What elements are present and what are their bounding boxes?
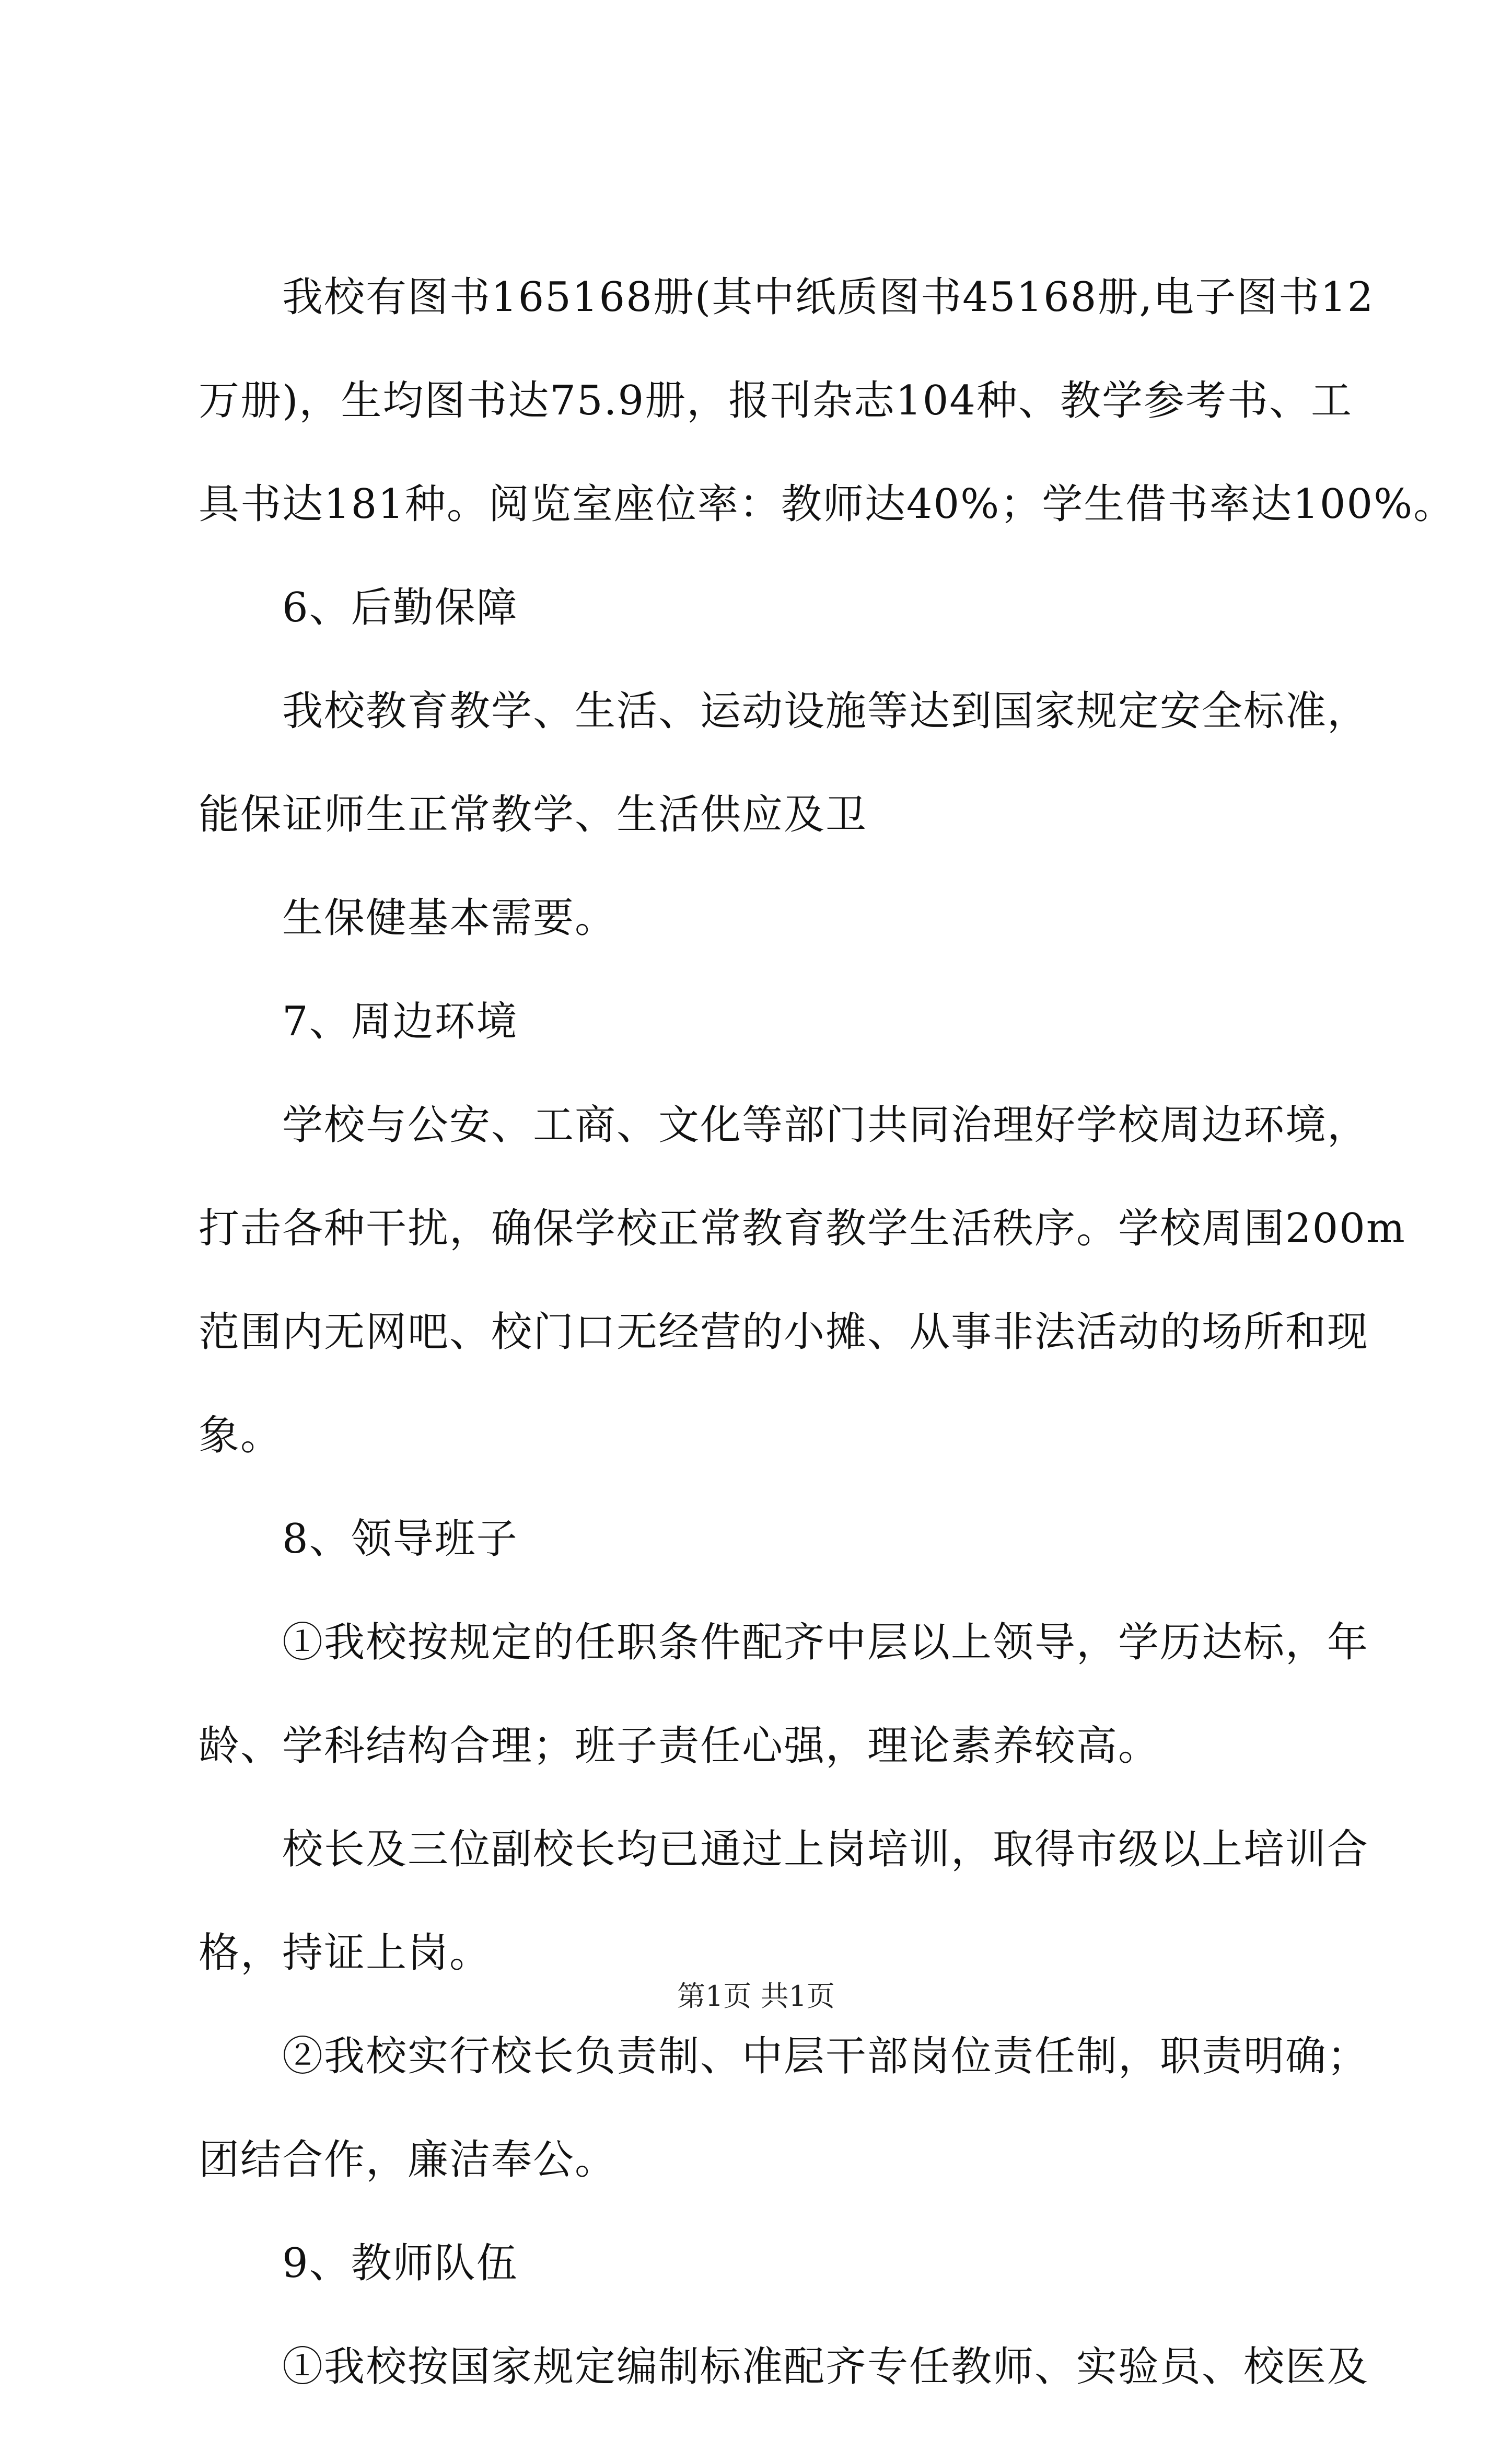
page-number-label: 第1页 共1页 (677, 1980, 835, 2013)
text-line: 能保证师生正常教学、生活供应及卫 (199, 791, 868, 838)
section-heading: 6、后勤保障 (282, 584, 518, 631)
text-line: 具书达181种。阅览室座位率：教师达40%；学生借书率达100%。 (199, 481, 1456, 528)
text-line: 我校教育教学、生活、运动设施等达到国家规定安全标准， (282, 688, 1369, 735)
document-body (199, 274, 1456, 2450)
section-heading: 7、周边环境 (282, 998, 518, 1045)
text-line: 校长及三位副校长均已通过上岗培训，取得市级以上培训合 (282, 1826, 1369, 1873)
text-line: ①我校按国家规定编制标准配齐专任教师、实验员、校医及 (282, 2343, 1369, 2390)
text-line: 打击各种干扰，确保学校正常教育教学生活秩序。学校周围200m (199, 1205, 1406, 1252)
text-line: 我校有图书165168册(其中纸质图书45168册,电子图书12 (282, 274, 1375, 321)
page-footer (0, 1981, 1512, 2012)
section-heading: 9、教师队伍 (282, 2240, 518, 2287)
text-line: 范围内无网吧、校门口无经营的小摊、从事非法活动的场所和现 (199, 1309, 1369, 1356)
text-line: 象。 (199, 1412, 283, 1459)
text-line: ②我校实行校长负责制、中层干部岗位责任制，职责明确； (282, 2033, 1369, 2080)
text-line: 格，持证上岗。 (199, 1929, 492, 1977)
text-line: 万册)，生均图书达75.9册，报刊杂志104种、教学参考书、工 (199, 377, 1353, 424)
section-heading: 8、领导班子 (282, 1516, 518, 1563)
text-line: 团结合作，廉洁奉公。 (199, 2136, 617, 2183)
text-line: 学校与公安、工商、文化等部门共同治理好学校周边环境， (282, 1102, 1369, 1149)
text-line: ①我校按规定的任职条件配齐中层以上领导，学历达标，年 (282, 1619, 1369, 1666)
text-line: 龄、学科结构合理；班子责任心强，理论素养较高。 (199, 1723, 1160, 1770)
text-line: 生保健基本需要。 (282, 895, 617, 942)
